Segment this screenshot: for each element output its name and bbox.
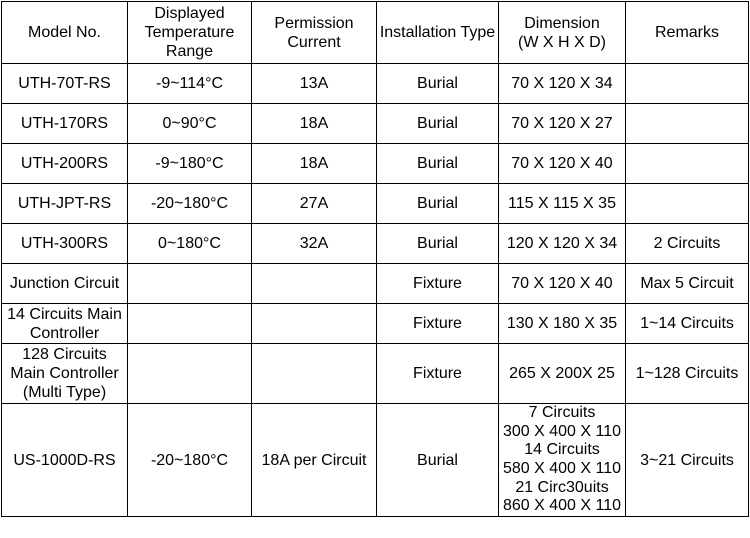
cell-install: Burial — [377, 64, 499, 104]
cell-dimension: 130 X 180 X 35 — [499, 304, 626, 344]
header-row — [2, 2, 749, 64]
cell-model: UTH-70T-RS — [2, 64, 128, 104]
cell-dimension: 7 Circuits 300 X 400 X 110 14 Circuits 580 X 400 X 110 21 Circ30uits 860 X 400 X 110 — [499, 404, 626, 517]
cell-remarks — [626, 144, 749, 184]
cell-temp: -9~114°C — [128, 64, 252, 104]
cell-temp: 0~90°C — [128, 104, 252, 144]
cell-dimension: 70 X 120 X 27 — [499, 104, 626, 144]
header-installation: Installation Type — [377, 2, 499, 64]
cell-model: Junction Circuit — [2, 264, 128, 304]
cell-install: Fixture — [377, 304, 499, 344]
cell-current: 27A — [252, 184, 377, 224]
header-remarks: Remarks — [626, 2, 749, 64]
table-row — [2, 344, 749, 404]
cell-temp: -20~180°C — [128, 404, 252, 517]
spec-table-container — [1, 1, 749, 517]
cell-model: UTH-JPT-RS — [2, 184, 128, 224]
table-row — [2, 144, 749, 184]
cell-model: 128 Circuits Main Controller (Multi Type) — [2, 344, 128, 404]
cell-remarks — [626, 184, 749, 224]
cell-remarks — [626, 64, 749, 104]
table-row — [2, 404, 749, 517]
cell-temp: 0~180°C — [128, 224, 252, 264]
cell-temp — [128, 264, 252, 304]
header-temperature: Displayed Temperature Range — [128, 2, 252, 64]
cell-remarks: Max 5 Circuit — [626, 264, 749, 304]
table-row — [2, 224, 749, 264]
table-row — [2, 184, 749, 224]
cell-temp: -20~180°C — [128, 184, 252, 224]
table-row — [2, 304, 749, 344]
cell-install: Burial — [377, 404, 499, 517]
table-row — [2, 104, 749, 144]
cell-dimension: 70 X 120 X 40 — [499, 144, 626, 184]
cell-model: 14 Circuits Main Controller — [2, 304, 128, 344]
cell-dimension: 120 X 120 X 34 — [499, 224, 626, 264]
cell-current: 18A — [252, 144, 377, 184]
cell-model: UTH-300RS — [2, 224, 128, 264]
cell-remarks: 1~14 Circuits — [626, 304, 749, 344]
cell-temp: -9~180°C — [128, 144, 252, 184]
cell-install: Burial — [377, 104, 499, 144]
cell-dimension: 70 X 120 X 34 — [499, 64, 626, 104]
cell-remarks — [626, 104, 749, 144]
cell-current: 18A per Circuit — [252, 404, 377, 517]
cell-current — [252, 344, 377, 404]
cell-temp — [128, 344, 252, 404]
cell-install: Fixture — [377, 344, 499, 404]
cell-install: Burial — [377, 184, 499, 224]
table-row — [2, 64, 749, 104]
spec-table — [1, 1, 749, 517]
cell-install: Fixture — [377, 264, 499, 304]
cell-dimension: 115 X 115 X 35 — [499, 184, 626, 224]
cell-temp — [128, 304, 252, 344]
header-current: Permission Current — [252, 2, 377, 64]
cell-model: US-1000D-RS — [2, 404, 128, 517]
cell-current: 13A — [252, 64, 377, 104]
cell-current: 32A — [252, 224, 377, 264]
cell-remarks: 2 Circuits — [626, 224, 749, 264]
table-row — [2, 264, 749, 304]
header-model: Model No. — [2, 2, 128, 64]
cell-install: Burial — [377, 224, 499, 264]
cell-current: 18A — [252, 104, 377, 144]
cell-model: UTH-200RS — [2, 144, 128, 184]
cell-current — [252, 264, 377, 304]
cell-current — [252, 304, 377, 344]
cell-install: Burial — [377, 144, 499, 184]
cell-remarks: 3~21 Circuits — [626, 404, 749, 517]
header-dimension: Dimension (W X H X D) — [499, 2, 626, 64]
cell-dimension: 70 X 120 X 40 — [499, 264, 626, 304]
cell-remarks: 1~128 Circuits — [626, 344, 749, 404]
cell-model: UTH-170RS — [2, 104, 128, 144]
cell-dimension: 265 X 200X 25 — [499, 344, 626, 404]
